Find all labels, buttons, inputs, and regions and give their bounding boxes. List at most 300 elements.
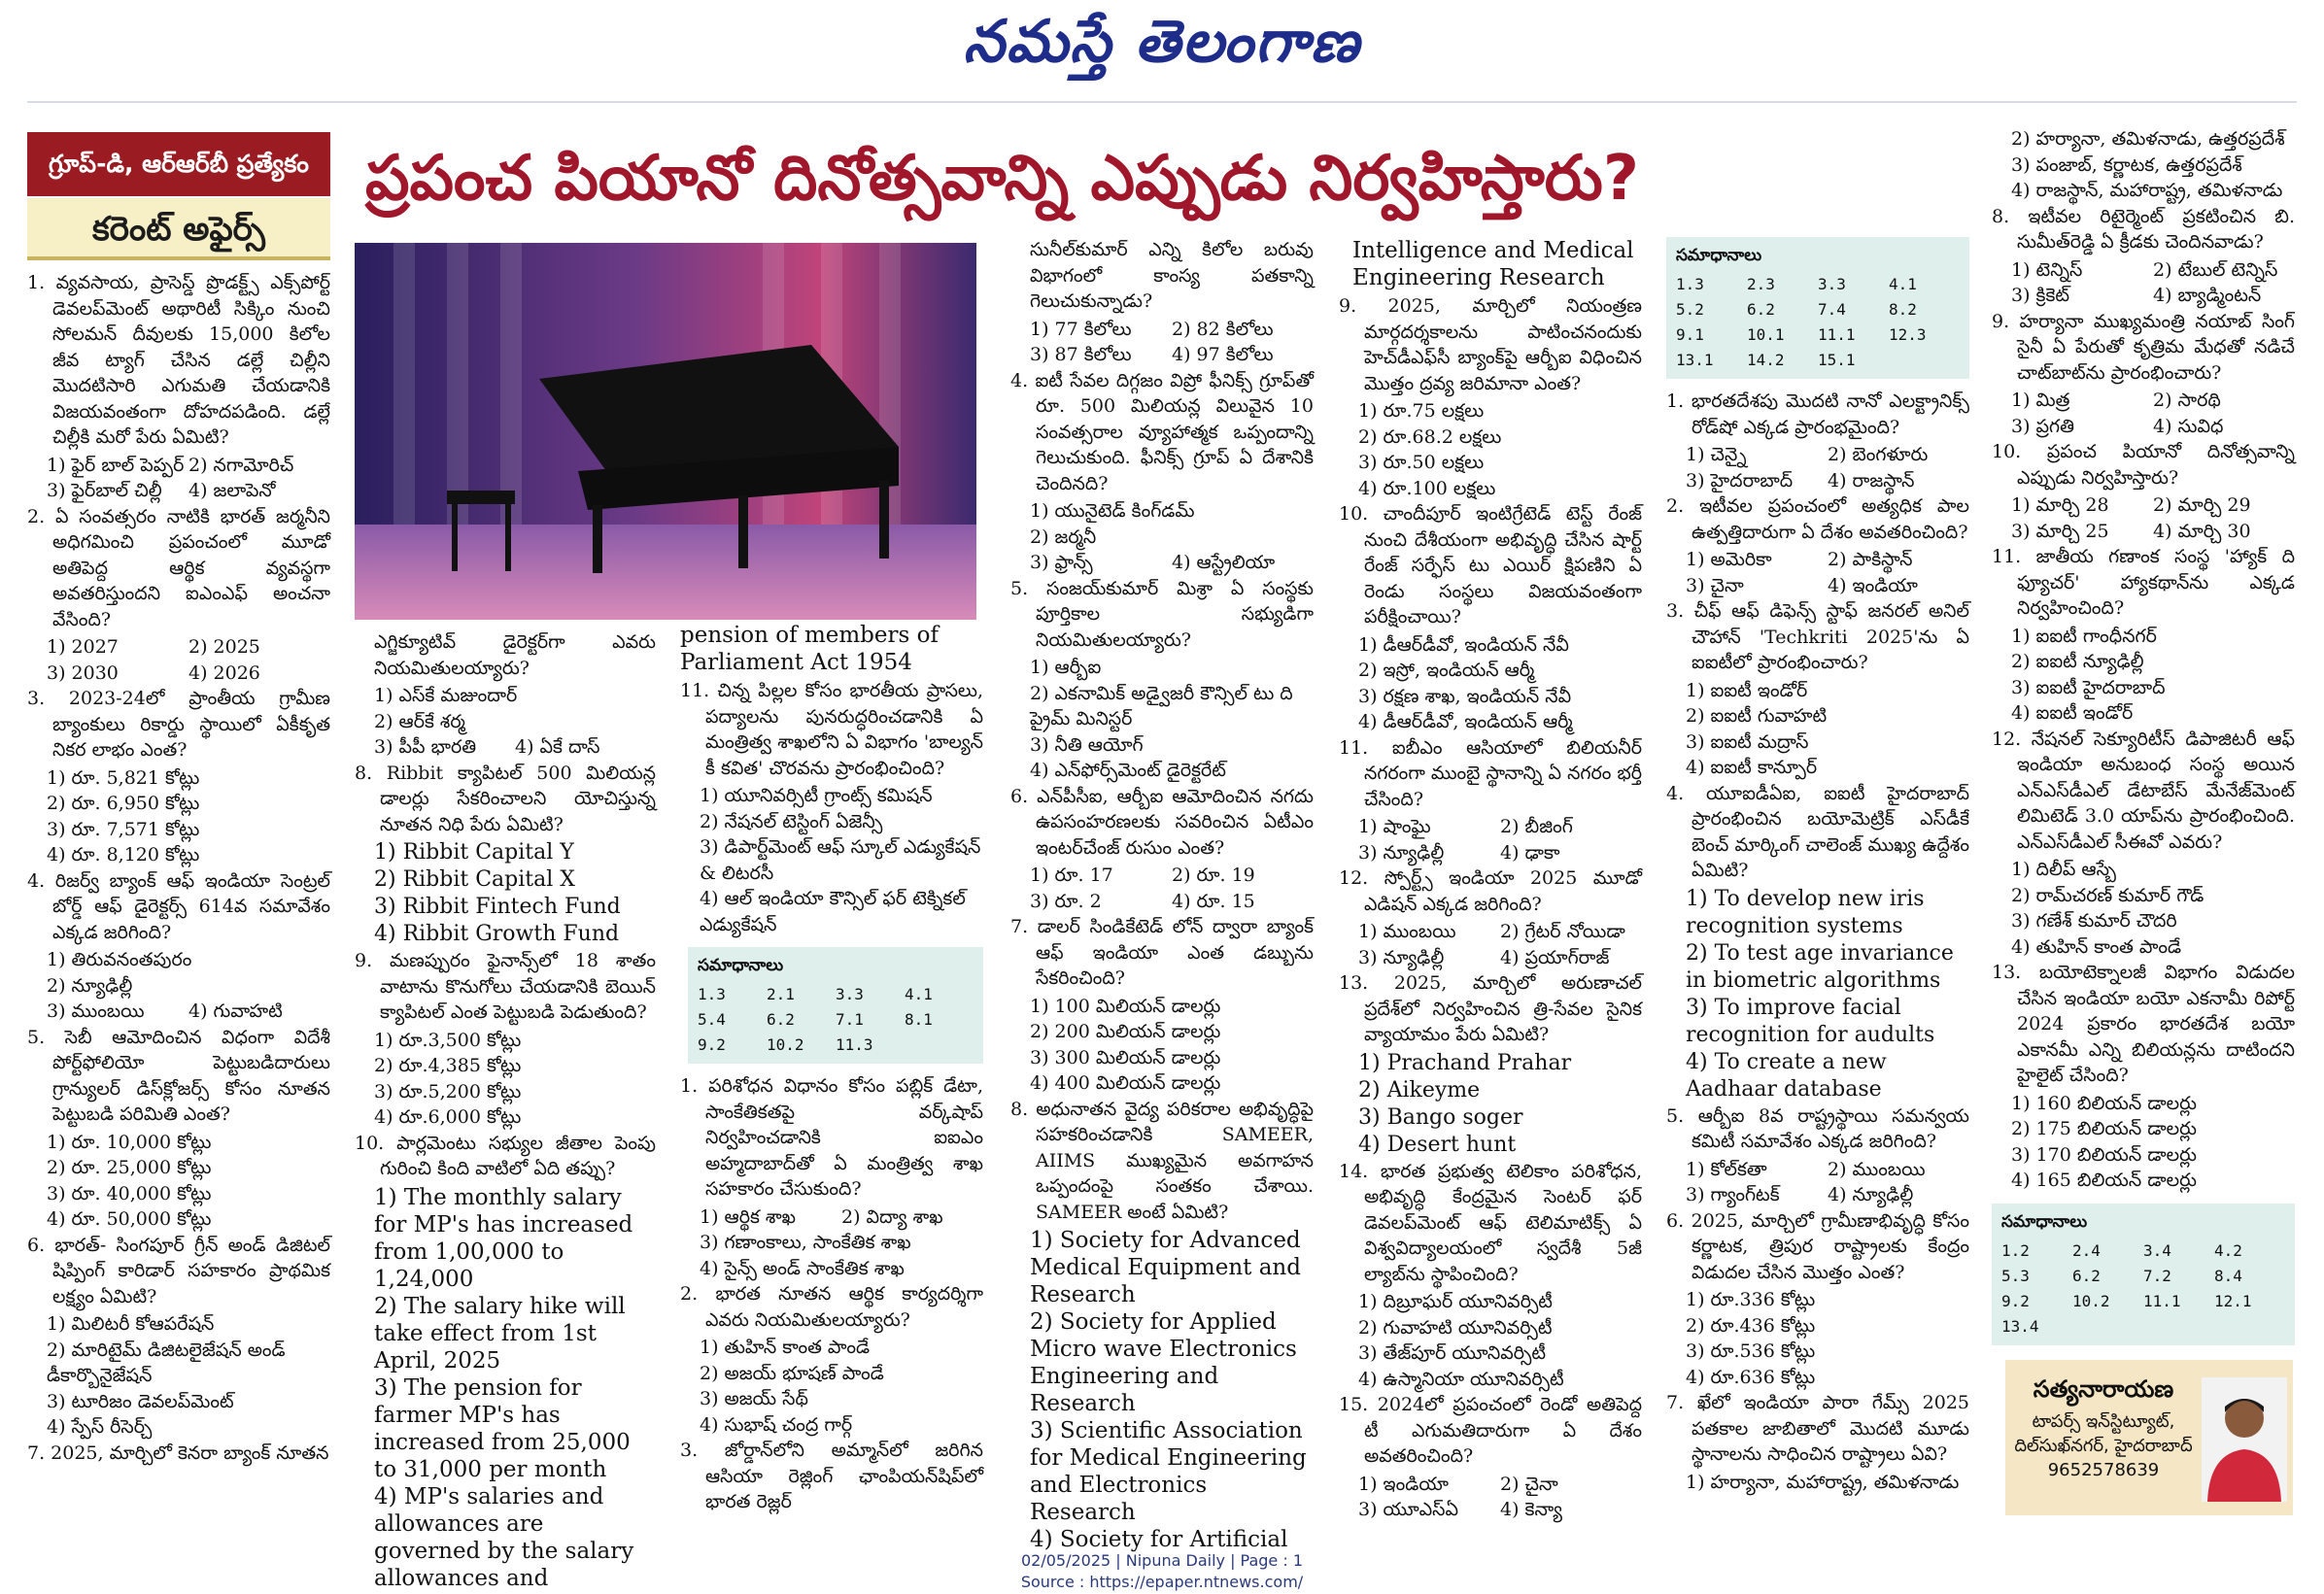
answer: 7.2 [2143,1266,2171,1285]
answer: 6.2 [2072,1266,2101,1285]
question-7-cont: ఎగ్జిక్యూటివ్ డైరెక్టర్‌గా ఎవరు నియమితులయ్యారు? [374,631,656,679]
option: 4) రూ. 8,120 కోట్లు [47,844,200,865]
option: 3) రూ.5,200 కోట్లు [374,1080,522,1102]
option: 1) యూనివర్సిటీ గ్రాంట్స్ కమిషన్ [700,785,933,806]
options-14 [1339,1289,1642,1392]
option: 3) డిపార్ట్‌మెంట్ ఆఫ్ స్కూల్ ఎడ్యుకేషన్ & లిటరసీ [700,836,981,884]
answer: 8.4 [2214,1266,2242,1285]
answers-title: సమాధానాలు [1676,246,1762,265]
options-4 [1666,886,1969,1103]
option: 2) మార్చి 29 [2153,494,2251,516]
question-8: 8. అధునాతన వైద్య పరికరాల అభివృద్ధిపై సహకరించడానికి SAMEER, AIIMS ముఖ్యమైన అవగాహన ఒప్పందంపై సంతకం చేశాయి. SAMEER అంటే ఏమిటి? [1010,1098,1314,1223]
options-8 [355,839,656,948]
option: 2) రూ. 19 [1172,865,1255,886]
question-5: 5. సంజయ్‌కుమార్ మిశ్రా ఏ సంస్థకు పూర్తికాల సభ్యుడిగా నియమితులయ్యారు? [1010,577,1314,651]
answer: 1.3 [698,985,726,1003]
option: 4) ఢాకా [1500,841,1560,864]
option: 4) రూ. 50,000 కోట్లు [47,1208,212,1230]
answer: 1.3 [1676,275,1704,293]
headline: ప్రపంచ పియానో దినోత్సవాన్ని ఎప్పుడు నిర్వహిస్తారు? [365,143,1639,215]
option: 1) రూ. 17 [1030,865,1113,886]
option: 2) గువాహటి యూనివర్సిటీ [1358,1316,1553,1339]
question-4: 4. రిజర్వ్ బ్యాంక్ ఆఫ్ ఇండియా సెంట్రల్ బోర్డ్ ఆఫ్ డైరెక్టర్స్ 614వ సమావేశం ఎక్కడ జరిగింది? [27,869,330,943]
question-7: 7. డాలర్ సిండికేటెడ్ లోన్ ద్వారా బ్యాంక్ ఆఫ్ ఇండియా ఎంత డబ్బును సేకరించింది? [1010,916,1314,989]
options-8 [1992,257,2295,309]
option: 3) క్రికెట్ [2011,285,2070,306]
option: 3) ఐఐటీ మద్రాస్ [1686,730,1809,753]
options-5 [1666,1157,1969,1208]
options-8 [1010,1227,1314,1553]
options-3 [1010,317,1314,368]
option: 3) టూరిజం డెవలప్‌మెంట్ [47,1390,234,1412]
question-5: 5. ఆర్బీఐ 8వ రాష్ట్రస్థాయి సమన్వయ కమిటీ సమావేశం ఎక్కడ జరిగింది? [1666,1104,1969,1152]
options-9 [1992,388,2295,439]
answer: 5.4 [698,1010,726,1029]
option: 1) మిలిటరీ కోఆపరేషన్ [47,1313,215,1335]
question-11: 11. జాతీయ గణాంక సంస్థ 'హ్యాక్ ది ఫ్యూచర్' హ్యాకథాన్‌ను ఎక్కడ నిర్వహించింది? [1992,546,2295,619]
question-9: 9. హర్యానా ముఖ్యమంత్రి నయాబ్ సింగ్ సైనీ ఏ పేరుతో కృత్రిమ మేధతో నడిచే చాట్‌బాట్‌ను ప్రారంభించారు? [1992,310,2295,384]
question-14: 14. భారత ప్రభుత్వ టెలికాం పరిశోధన, అభివృద్ధి కేంద్రమైన సెంటర్ ఫర్ డెవలప్‌మెంట్ ఆఫ్ టెలిమాటిక్స్ ఏ విశ్వవిద్యాలయంలో స్వదేశీ 5జీ ల్యాబ్‌ను స్థాపించింది? [1339,1160,1642,1285]
piano-image [355,243,976,620]
option: 2) రూ.4,385 కోట్లు [374,1055,522,1076]
option: 3) తేజ్‌పూర్ యూనివర్సిటీ [1358,1342,1547,1364]
option: 4) 97 కిలోలు [1172,344,1274,365]
question-3: 3. 2023-24లో ప్రాంతీయ గ్రామీణ బ్యాంకులు రికార్డు స్థాయిలో ఏకీకృత నికర లాభం ఎంత? [27,688,330,761]
option: 2) నగామోరిచ్ [188,454,294,476]
answer: 13.4 [2001,1316,2039,1336]
option: 2) 82 కిలోలు [1172,318,1274,340]
question-10: 10. పార్లమెంటు సభ్యుల జీతాల పెంపు గురించి కింది వాటిలో ఏది తప్పు? [355,1132,656,1179]
option: 1) రూ. 10,000 కోట్లు [47,1131,212,1153]
option: 1) 2027 [47,636,119,658]
option: 4) రాజస్థాన్, మహారాష్ట్ర, తమిళనాడు [2011,180,2283,201]
option: 3) 2030 [47,661,119,684]
option: 2) Society for Applied Micro wave Electronics Engineering and Research [1030,1309,1297,1416]
option: 4) సుభాష్ చంద్ర గార్గ్ [700,1413,853,1436]
question-8: 8. Ribbit క్యాపిటల్ 500 మిలియన్ల డాలర్లు సేకరించాలని యోచిస్తున్న నూతన నిధి పేరు ఏమిటి? [355,762,656,835]
answer: 5.2 [1676,300,1704,319]
question-10: 10. చాందీపూర్ ఇంటిగ్రేటెడ్ టెస్ట్ రేంజ్ నుంచి దేశీయంగా అభివృద్ధి చేసిన షార్ట్ రేంజ్ సర్ఫేస్ టు ఎయిర్ క్షిపణిని ఏ రెండు సంస్థలు విజయవంతంగా పరీక్షించాయి? [1339,503,1642,627]
options-5 [27,1130,330,1233]
option: 1) దిబ్రూఘర్ యూనివర్సిటీ [1358,1291,1553,1312]
options-7 [1666,1470,1969,1496]
options-11 [1992,624,2295,727]
option: 1) తుహిన్ కాంత పాండే [700,1337,871,1358]
option: 4) 165 బిలియన్ డాలర్లు [2011,1170,2197,1191]
option: 2) బీజింగ్ [1500,816,1573,837]
options-10 [1992,492,2295,544]
question-2: 2. భారత నూతన ఆర్థిక కార్యదర్శిగా ఎవరు నియమితులయ్యారు? [680,1283,983,1331]
option: 2) Ribbit Capital X [374,867,575,892]
option: 3) గణాంకాలు, సాంకేతిక శాఖ [700,1232,911,1253]
answers-title: సమాధానాలు [698,956,784,975]
question-10-cont: pension of members of Parliament Act 1954 [680,623,939,675]
option: 1) కోల్‌కతా [1686,1158,1767,1180]
option: 3) చైనా [1686,574,1744,596]
option: 4) 400 మిలియన్ డాలర్లు [1030,1072,1221,1094]
option: 4) ప్రయాగ్‌రాజ్ [1500,946,1610,968]
column-3 [680,622,983,1515]
question-7: 7. ఖేలో ఇండియా పారా గేమ్స్ 2025 పతకాల జాబితాలో మొదటి మూడు స్థానాలను సాధించిన రాష్ట్రాలు ఏవి? [1666,1392,1969,1465]
option: 2) న్యూఢిల్లీ [47,974,133,997]
column-5 [1339,237,1642,1520]
options-10 [355,1184,656,1592]
question-1: 1. భారతదేశపు మొదటి నానో ఎలక్ట్రానిక్స్ రోడ్‌షో ఎక్కడ ప్రారంభమైంది? [1666,390,1969,438]
question-9: 9. 2025, మార్చిలో నియంత్రణ మార్గదర్శకాలను పాటించనందుకు హెచ్‌డీఎఫ్‌సీ బ్యాంక్‌పై ఆర్బీఐ విధించిన మొత్తం ద్రవ్య జరిమానా ఎంత? [1339,295,1642,394]
option: 1) ముంబయి [1358,921,1456,942]
options-13 [1339,1050,1642,1159]
options-3 [1666,678,1969,781]
column-1 [27,270,330,1513]
answer: 1.2 [2001,1240,2030,1260]
option: 2) నేషనల్ టెస్టింగ్ ఏజెన్సీ [700,810,883,832]
option: 3) గణేశ్ కుమార్ చౌదరి [2011,910,2177,932]
question-10: 10. ప్రపంచ పియానో దినోత్సవాన్ని ఎప్పుడు నిర్వహిస్తారు? [1992,441,2295,489]
section-tag: గ్రూప్-డి, ఆర్ఆర్‌బీ ప్రత్యేకం [27,132,330,196]
answers-box [1992,1204,2295,1345]
option: 2) ఇస్రో, ఇండియన్ ఆర్మీ [1358,660,1535,681]
options-4 [1010,498,1314,576]
option: 1) The monthly salary for MP's has increased from 1,00,000 to 1,24,000 [374,1184,633,1292]
options-1 [680,1204,983,1231]
answer: 10.2 [767,1035,804,1054]
question-4: 4. ఐటీ సేవల దిగ్గజం విప్రో ఫీనిక్స్ గ్రూప్‌తో రూ. 500 మిలియన్ల విలువైన 10 సంవత్సరాల వ్యూహాత్మక ఒప్పందాన్ని గెలుచుకుంది. ఫీనిక్స్ గ్రూప్ ఏ దేశానికి చెందినది? [1010,369,1314,494]
option: 4) Desert hunt [1358,1132,1517,1157]
option: 4) ఏకే దాస్ [515,736,600,758]
option: 2) రామ్‌చరణ్ కుమార్ గౌడ్ [2011,884,2204,906]
answer: 6.2 [767,1010,795,1029]
answer: 8.2 [1889,300,1917,319]
options-11 [680,783,983,937]
options-12 [1992,857,2295,960]
option: 2) ఎకనామిక్ అడ్వైజరీ కౌన్సిల్ టు ది ప్రైమ్ మినిస్టర్ [1030,682,1293,729]
option: 3) 300 మిలియన్ డాలర్లు [1030,1046,1221,1068]
column-6 [1666,237,1969,1515]
option: 2) 175 బిలియన్ డాలర్లు [2011,1118,2197,1139]
option: 3) రూ.50 లక్షలు [1358,452,1485,473]
question-11: 11. చిన్న పిల్లల కోసం భారతీయ ప్రాసలు, పద్యాలను పునరుద్ధరించడానికి ఏ మంత్రిత్వ శాఖలోని ఏ విభాగం 'బాల్యన్ కీ కవిత' చొరవను ప్రారంభించింది? [680,680,983,779]
question-6: 6. 2025, మార్చిలో గ్రామీణాభివృద్ధి కోసం కర్ణాటక, త్రిపుర రాష్ట్రాలకు కేంద్రం విడుదల చేసిన మొత్తం ఎంత? [1666,1209,1969,1283]
option: 2) రూ. 25,000 కోట్లు [47,1157,212,1178]
footer-date-page: 02/05/2025 | Nipuna Daily | Page : 1 [1020,1551,1304,1570]
question-5: 5. సెబీ ఆమోదించిన విధంగా విదేశీ పోర్ట్‌ఫోలియో పెట్టుబడిదారులు గ్రాన్యులర్ డిస్‌క్లోజర్స్ కోసం నూతన పెట్టుబడి పరిమితి ఎంత? [27,1026,330,1125]
option: 3) నీతి ఆయోగ్ [1030,733,1144,756]
column-2 [355,629,656,1591]
option: 3) పీపీ భారతి [374,736,477,758]
options-11 [1339,814,1642,865]
option: 1) డీఆర్‌డీవో, ఇండియన్ నేవీ [1358,633,1569,656]
options-3 [27,765,330,868]
option: 4) Ribbit Growth Fund [374,922,620,946]
option: 3) ప్రగతి [2011,415,2074,437]
answer: 7.1 [836,1010,864,1029]
question-13: 13. 2025, మార్చిలో అరుణాచల్ ప్రదేశ్‌లో నిర్వహించిన త్రి-సేవల సైనిక వ్యాయామం పేరు ఏమిటి? [1339,972,1642,1045]
answer: 13.1 [1676,351,1714,369]
option: 4) రాజస్థాన్ [1828,469,1915,492]
options-1-more [680,1230,983,1281]
option: 4) సైన్స్ అండ్ సాంకేతిక శాఖ [700,1257,905,1279]
option: 4) రూ.6,000 కోట్లు [374,1106,522,1128]
option: 4) ఆల్ ఇండియా కౌన్సిల్ ఫర్ టెక్నికల్ ఎడ్యుకేషన్ [700,888,966,935]
answer: 14.2 [1747,351,1785,369]
question-15: 15. 2024లో ప్రపంచంలో రెండో అతిపెద్ద టీ ఎగుమతిదారుగా ఏ దేశం అవతరించింది? [1339,1394,1642,1467]
option: 2) పాకిస్థాన్ [1828,549,1913,570]
option: 4) మార్చి 30 [2153,520,2251,542]
options-2 [1666,547,1969,598]
column-7 [1992,126,2295,1352]
newspaper-logo: నమస్తే తెలంగాణ [963,8,1361,76]
options-2 [27,634,330,686]
option: 1) రూ.75 లక్షలు [1358,400,1485,422]
option: 1) రూ.3,500 కోట్లు [374,1029,522,1051]
option: 4) రూ.100 లక్షలు [1358,477,1496,499]
options-6 [1010,863,1314,914]
question-3: 3. చీఫ్ ఆఫ్ డిఫెన్స్ స్టాఫ్ జనరల్ అనిల్ చౌహాన్ 'Techkriti 2025'ను ఏ ఐఐటీలో ప్రారంభించారు? [1666,600,1969,673]
option: 4) స్పేస్ రీసెర్చ్ [47,1416,153,1438]
option: 4) జలాపెనో [188,480,276,501]
answer: 11.1 [2143,1291,2181,1310]
option: 3) Scientific Association for Medical Engineering and Electronics Research [1030,1418,1307,1525]
question-2: 2. ఏ సంవత్సరం నాటికి భారత్ జర్మనీని అధిగమించి ప్రపంచంలో మూడో అతిపెద్ద ఆర్థిక వ్యవస్థగా అవతరిస్తుందని ఐఎంఎఫ్ అంచనా వేసింది? [27,505,330,630]
option: 1) ఎస్‌కే మజుందార్ [374,685,518,706]
answer: 9.1 [1676,325,1704,344]
option: 1) ఫైర్ బాల్ పెప్పర్ [47,454,185,476]
piano-photo [355,243,976,620]
option: 1) Prachand Prahar [1358,1050,1572,1075]
answer: 12.3 [1889,325,1927,344]
option: 2) విద్యా శాఖ [841,1205,943,1228]
option: 2) ముంబయి [1828,1158,1926,1180]
piano-bench [447,491,515,504]
answer: 15.1 [1818,351,1856,369]
option: 1) మార్చి 28 [2011,494,2109,516]
answers-box [1666,237,1969,379]
option: 1) Ribbit Capital Y [374,840,574,865]
option: 4) న్యూఢిల్లీ [1828,1184,1914,1205]
question-8: 8. ఇటీవల రిటైర్మెంట్ ప్రకటించిన బి. సుమీత్‌రెడ్డి ఏ క్రీడకు చెందినవాడు? [1992,205,2295,253]
options-15 [1339,1472,1642,1523]
options-6 [27,1311,330,1441]
option: 3) 170 బిలియన్ డాలర్లు [2011,1143,2197,1166]
answer: 3.3 [836,985,864,1003]
option: 3) రూ. 2 [1030,890,1102,912]
options-7 [355,683,656,761]
option: 1) హర్యానా, మహారాష్ట్ర, తమిళనాడు [1686,1471,1960,1493]
option: 3) పంజాబ్, కర్ణాటక, ఉత్తరప్రదేశ్ [2011,153,2242,176]
answer: 6.2 [1747,300,1775,319]
question-1: 1. పరిశోధన విధానం కోసం పబ్లిక్ డేటా, సాంకేతికతపై వర్క్‌షాప్ నిర్వహించడానికి ఐఐఎం అహ్మదాబాద్‌తో ఏ మంత్రిత్వ శాఖ సహకారం చేసుకుంది? [680,1075,983,1200]
option: 1) షాంఘై [1358,816,1431,837]
option: 3) Ribbit Fintech Fund [374,895,621,919]
option: 3) ఫ్రాన్స్ [1030,552,1093,573]
option: 1) రూ. 5,821 కోట్లు [47,766,200,789]
options-7-cont [1992,126,2295,204]
author-photo [2202,1377,2287,1502]
option: 1) ఐఐటీ ఇండోర్ [1686,679,1808,701]
answer: 11.1 [1818,325,1856,344]
author-phone: 9652578639 [2047,1460,2160,1480]
option: 4) బ్యాడ్మింటన్ [2153,285,2262,306]
option: 4) To create a new Aadhaar database [1686,1049,1887,1102]
options-12 [1339,919,1642,970]
footer-source: Source : https://epaper.ntnews.com/ [1020,1573,1304,1591]
option: 3) గ్యాంగ్‌టక్ [1686,1184,1780,1205]
option: 2) గ్రేటర్ నోయిడా [1500,921,1625,942]
option: 1) చెన్నై [1686,444,1747,465]
options-6 [1666,1287,1969,1390]
option: 3) యూఎస్‌ఏ [1358,1499,1459,1520]
option: 4) కెన్యా [1500,1499,1562,1520]
option: 3) హైదరాబాద్ [1686,469,1794,492]
option: 4) సువిధ [2153,415,2224,437]
answer: 4.2 [2214,1240,2242,1260]
option: 3) మార్చి 25 [2011,520,2109,542]
option: 4) Society for Artificial [1030,1527,1288,1552]
answer: 10.2 [2072,1291,2110,1310]
option: 3) To improve facial recognition for audults [1686,995,1935,1047]
answers-title: సమాధానాలు [2001,1211,2088,1232]
option: 1) Society for Advanced Medical Equipment and Research [1030,1228,1301,1307]
answer: 9.2 [2001,1291,2030,1310]
option: 3) ఫైర్‌బాల్ చిల్లీ [47,480,162,501]
answer: 7.4 [1818,300,1846,319]
author-location: దిల్‌సుఖ్‌నగర్, హైదరాబాద్ [2014,1436,2193,1456]
option: 4) తుహిన్ కాంత పాండే [2011,935,2182,958]
option: 2) చైనా [1500,1473,1558,1495]
option: 4) రూ.636 కోట్లు [1686,1366,1816,1388]
option: 1) తిరువనంతపురం [47,949,192,970]
option: 1) అమెరికా [1686,549,1772,570]
answers-box [688,947,983,1064]
question-2: 2. ఇటీవల ప్రపంచంలో అత్యధిక పాల ఉత్పత్తిదారుగా ఏ దేశం అవతరించింది? [1666,495,1969,543]
option: 4) ఎన్‌ఫోర్స్‌మెంట్ డైరెక్టరేట్ [1030,760,1226,781]
option: 1) మిత్ర [2011,390,2070,411]
option: 2) అజయ్ భూషణ్ పాండే [700,1362,884,1384]
answer: 3.4 [2143,1240,2171,1260]
question-3: 3. జోర్డాన్‌లోని అమ్మాన్‌లో జరిగిన ఆసియా రెజ్లింగ్ ఛాంపియన్‌షిప్‌లో భారత రెజ్లర్ [680,1440,983,1512]
option: 3) న్యూఢిల్లీ [1358,946,1445,968]
option: 1) రూ.336 కోట్లు [1686,1289,1816,1310]
answer: 8.1 [905,1010,933,1029]
option: 2) జర్మనీ [1030,526,1097,548]
option: 3) ముంబయి [47,1000,145,1022]
option: 4) డీఆర్‌డీవో, ఇండియన్ ఆర్మీ [1358,711,1573,732]
option: 2) ఐఐటీ న్యూఢిల్లీ [2011,651,2144,672]
option: 4) గువాహటి [188,1000,283,1022]
option: 2) రూ. 6,950 కోట్లు [47,793,200,814]
option: 3) ఐఐటీ హైదరాబాద్ [2011,676,2166,698]
options-2 [680,1335,983,1438]
options-13 [1992,1091,2295,1194]
option: 2) సారథి [2153,390,2221,411]
option: 1) టెన్నిస్ [2011,258,2083,281]
masthead [0,0,2324,92]
author-name: సత్యనారాయణ [2033,1375,2174,1403]
option: 1) ఐఐటీ గాంధీనగర్ [2011,625,2157,647]
author-institute: టాపర్స్ ఇన్‌స్టిట్యూట్, [2032,1411,2175,1432]
answer: 2.1 [767,985,795,1003]
column-4 [1010,237,1314,1552]
option: 1) ఆర్థిక శాఖ [700,1205,797,1228]
question-1: 1. వ్యవసాయ, ప్రాసెస్డ్ ప్రొడక్ట్స్ ఎక్స్‌పోర్ట్ డెవలప్‌మెంట్ అథారిటీ సిక్కిం నుంచి సోలమన్ దీవులకు 15,000 కిలోల జీవ ట్యాగ్ చేసిన డల్లే చిల్లీని మొదటిసారి ఎగుమతి చేయడానికి విజయవంతంగా దోహదపడింది. డల్లే చిల్లీకి మరో పేరు ఏమిటి? [27,272,330,448]
option: 3) న్యూఢిల్లీ [1358,841,1445,864]
option: 1) 160 బిలియన్ డాలర్లు [2011,1092,2197,1114]
question-8-cont: Intelligence and Medical Engineering Research [1352,238,1634,290]
answer: 10.1 [1747,325,1785,344]
answer: 5.3 [2001,1266,2030,1285]
option: 2) Aikeyme [1358,1077,1481,1102]
option: 4) MP's salaries and allowances are governed by the salary allowances and [374,1483,634,1591]
options-1 [27,453,330,504]
option: 4) ఆస్ట్రేలియా [1172,552,1276,573]
option: 4) ఐఐటీ ఇండోర్ [2011,702,2134,724]
option: 2) 200 మిలియన్ డాలర్లు [1030,1021,1221,1042]
answer: 12.1 [2214,1291,2252,1310]
options-5 [1010,655,1314,784]
answer: 4.1 [1889,275,1917,293]
option: 4) ఉస్మానియా యూనివర్సిటీ [1358,1368,1564,1390]
question-3-cont: సునీల్‌కుమార్ ఎన్ని కిలోల బరువు విభాగంలో కాంస్య పతకాన్ని గెలుచుకున్నాడు? [1030,239,1314,312]
option: 1) To develop new iris recognition systems [1686,886,1925,938]
answer: 3.3 [1818,275,1846,293]
option: 2) టేబుల్ టెన్నిస్ [2153,258,2278,281]
answer: 4.1 [905,985,933,1003]
option: 2) ఆర్‌కే శర్మ [374,710,465,732]
option: 2) రూ.68.2 లక్షలు [1358,425,1502,448]
question-4: 4. యూఐడీఏఐ, ఐఐటీ హైదరాబాద్ ప్రారంభించిన బయోమెట్రిక్ ఎస్‌డీకే బెంచ్ మార్కింగ్ చాలెంజ్ ముఖ్య ఉద్దేశం ఏమిటి? [1666,782,1969,881]
option: 2) రూ.436 కోట్లు [1686,1314,1816,1337]
option: 3) రూ.536 కోట్లు [1686,1340,1816,1362]
question-9: 9. మణప్పురం ఫైనాన్స్‌లో 18 శాతం వాటాను కొనుగోలు చేయడానికి బెయిన్ క్యాపిటల్ ఎంత పెట్టుబడి పెడుతుంది? [355,950,656,1023]
option: 4) 2026 [188,661,260,684]
answer: 2.4 [2072,1240,2101,1260]
option: 3) అజయ్ సేథ్ [700,1388,808,1409]
options-1 [1666,442,1969,493]
option: 3) రూ. 40,000 కోట్లు [47,1182,212,1204]
masthead-divider [27,101,2297,103]
option: 1) 100 మిలియన్ డాలర్లు [1030,995,1221,1017]
question-12: 12. స్పోర్ట్స్ ఇండియా 2025 మూడో ఎడిషన్ ఎక్కడ జరిగింది? [1339,867,1642,915]
question-7: 7. 2025, మార్చిలో కెనరా బ్యాంక్ నూతన [27,1441,329,1464]
answer: 9.2 [698,1035,726,1054]
option: 1) 77 కిలోలు [1030,318,1132,340]
option: 2) The salary hike will take effect from 1st April, 2025 [374,1293,626,1374]
option: 1) దిలీప్ ఆస్బే [2011,859,2116,880]
option: 2) 2025 [188,636,260,658]
footer [0,1550,2324,1593]
option: 3) 87 కిలోలు [1030,344,1132,365]
option: 3) The pension for farmer MP's has increased from 25,000 to 31,000 per month [374,1374,631,1482]
option: 3) రూ. 7,571 కోట్లు [47,818,200,840]
question-13: 13. బయోటెక్నాలజీ విభాగం విడుదల చేసిన ఇండియా బయో ఎకనామీ రిపోర్ట్ 2024 ప్రకారం భారతదేశ బయో ఎకానమీ ఎన్ని బిలియన్లను దాటిందని హైలైట్ చేసింది? [1992,962,2295,1086]
option: 2) మారిటైమ్ డిజిటలైజేషన్ అండ్ డీకార్బొనైజేషన్ [47,1339,286,1386]
options-9 [1339,398,1642,501]
option: 4) ఐఐటీ కాన్పూర్ [1686,757,1818,778]
section-title: కరెంట్ అఫైర్స్ [27,198,330,260]
option: 2) హర్యానా, తమిళనాడు, ఉత్తరప్రదేశ్ [2011,128,2285,150]
options-7 [1010,994,1314,1097]
option: 1) ఆర్బీఐ [1030,657,1102,678]
options-10 [1339,632,1642,735]
options-9 [355,1028,656,1131]
author-box [2005,1360,2293,1515]
option: 2) To test age invariance in biometric algorithms [1686,940,1954,993]
answer: 11.3 [836,1035,873,1054]
answer: 2.3 [1747,275,1775,293]
question-6: 6. భారత్- సింగపూర్ గ్రీన్ అండ్ డిజిటల్ షిప్పింగ్ కారిడార్ సహకారం ప్రాథమిక లక్ష్యం ఏమిటి? [27,1234,330,1307]
option: 4) ఇండియా [1828,574,1918,596]
author-avatar-icon [2202,1377,2287,1502]
